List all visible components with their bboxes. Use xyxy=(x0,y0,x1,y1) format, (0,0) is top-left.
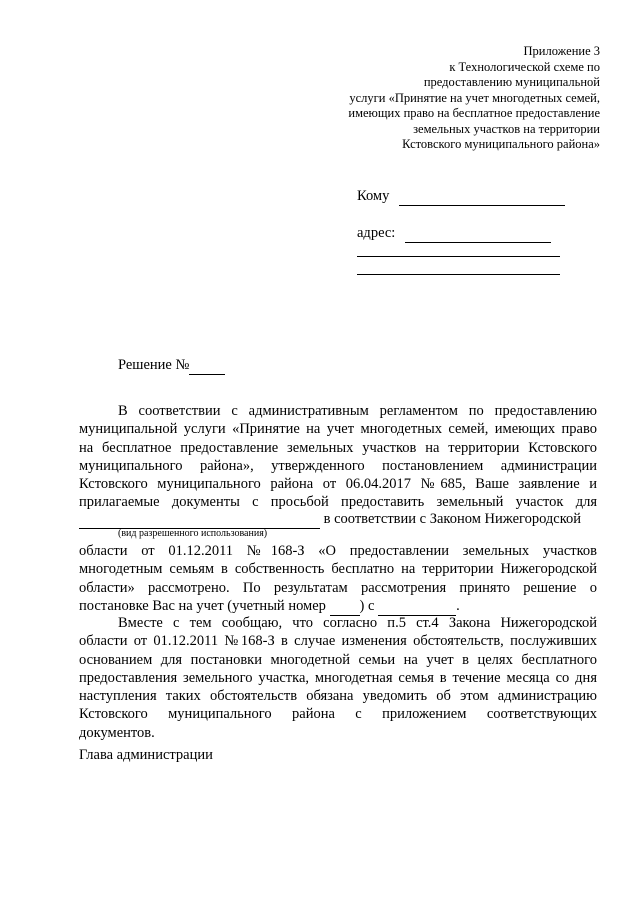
text-line: муниципальной услуги «Принятие на учет многодетных семей, имеющих право xyxy=(79,421,597,438)
appendix-line: услуги «Принятие на учет многодетных семей, xyxy=(349,90,600,105)
recipient-address xyxy=(357,225,551,243)
address-line-2[interactable] xyxy=(357,256,560,257)
paragraph-1-continued xyxy=(79,542,597,615)
signature-title: Глава администрации xyxy=(79,747,213,763)
text-line: основанием для постановки многодетной семьи на учет в целях бесплатного xyxy=(79,651,597,668)
registration-line xyxy=(79,597,597,615)
usage-type-line xyxy=(79,511,581,529)
appendix-header xyxy=(348,44,600,153)
appendix-line: к Технологической схеме по xyxy=(449,59,600,74)
usage-type-caption: (вид разрешенного использования) xyxy=(118,528,268,539)
text-line: документов. xyxy=(79,724,155,741)
appendix-line: земельных участков на территории xyxy=(413,121,600,136)
recipient-to xyxy=(357,188,565,206)
text-line: предоставления земельного участка, многодетная семья в течение месяца со дня xyxy=(79,669,597,686)
appendix-line: предоставлению муниципальной xyxy=(423,75,600,89)
text-line: Кстовского муниципального района с приложением соответствующих xyxy=(79,706,597,723)
text-line: Кстовского муниципального района от 06.04.2017 №685, Ваше заявление и xyxy=(79,476,597,493)
paragraph-1 xyxy=(79,402,597,512)
recipient-address-field[interactable] xyxy=(405,225,551,243)
text-line: прилагаемые документы с просьбой предоставить земельный участок для xyxy=(79,494,597,511)
text-line: области от 01.12.2011 №168-З в случае изменения обстоятельств, послуживших xyxy=(79,633,597,650)
text-line: многодетным семьям в собственность бесплатно на территории Нижегородской xyxy=(79,561,597,578)
registration-prefix: постановке Вас на учет (учетный номер xyxy=(79,597,326,614)
decision-number xyxy=(118,357,225,375)
usage-type-suffix: в соответствии с Законом Нижегородской xyxy=(323,511,582,527)
address-line-3[interactable] xyxy=(357,274,560,275)
registration-middle: ) с xyxy=(359,597,375,614)
registration-end: . xyxy=(456,597,460,614)
paragraph-2 xyxy=(79,614,597,742)
text-line: В соответствии с административным регламентом по предоставлению xyxy=(118,403,597,419)
decision-number-field[interactable] xyxy=(189,357,225,375)
recipient-to-label: Кому xyxy=(357,188,390,204)
recipient-address-label: адрес: xyxy=(357,225,396,241)
appendix-line: Приложение 3 xyxy=(523,44,600,58)
usage-type-field[interactable] xyxy=(79,511,320,529)
decision-label: Решение № xyxy=(118,357,190,373)
text-line: области» рассмотрено. По результатам рассмотрения принято решение о xyxy=(79,579,597,596)
appendix-line: Кстовского муниципального района» xyxy=(402,137,600,151)
text-line: на бесплатное предоставление земельных участков на территории Кстовского xyxy=(79,439,597,456)
text-line: Вместе с тем сообщаю, что согласно п.5 ст.4 Закона Нижегородской xyxy=(118,615,597,631)
text-line: наступления таких обстоятельств обязана уведомить об этом администрацию xyxy=(79,688,597,705)
recipient-to-field[interactable] xyxy=(399,188,565,206)
appendix-line: имеющих право на бесплатное предоставление xyxy=(348,106,600,120)
text-line: области от 01.12.2011 №168-З «О предоставлении земельных участков xyxy=(79,543,597,559)
text-line: муниципального района», утвержденного постановлением администрации xyxy=(79,457,597,474)
